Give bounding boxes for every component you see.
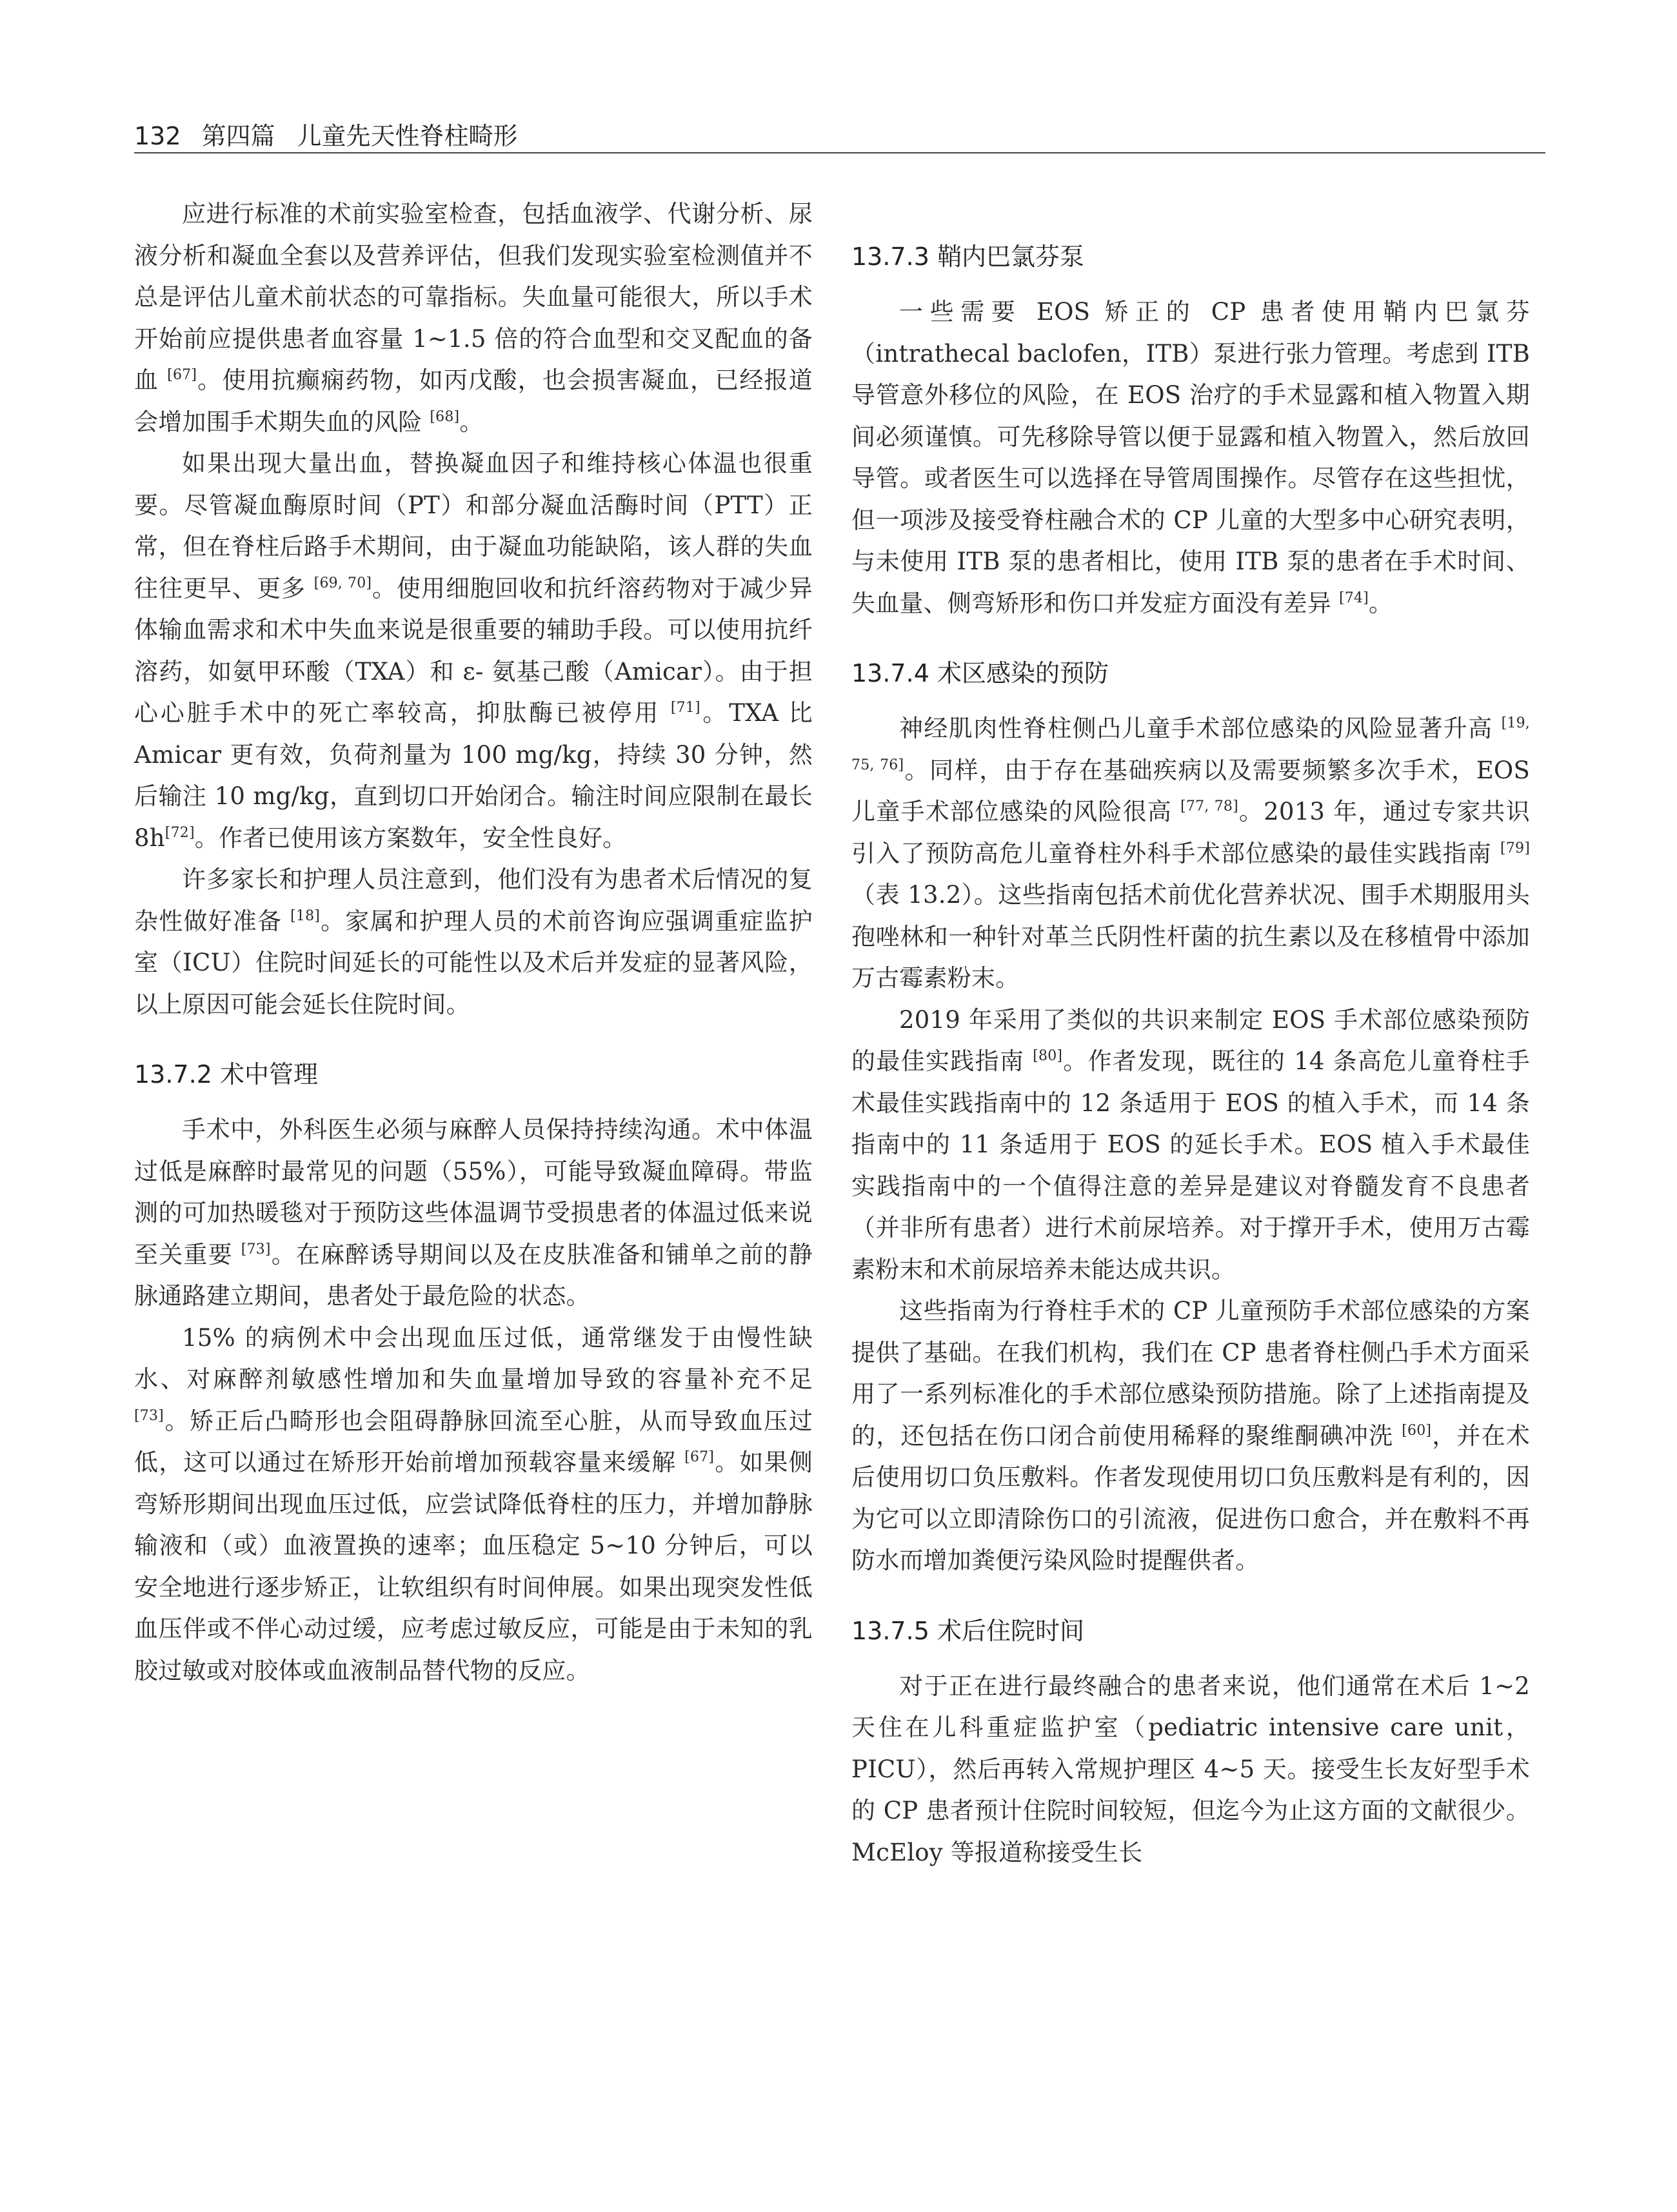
citation: [60] [1402,1422,1432,1439]
citation: [73] [134,1407,164,1424]
page-number: 132 [134,122,181,150]
citation: [72] [164,824,195,841]
paragraph: 神经肌肉性脊柱侧凸儿童手术部位感染的风险显著升高 [19, 75, 76]。同样，由于存在基础疾病以及需要频繁多次手术，EOS 儿童手术部位感染的风险很高 [77, 78]。2013 年，通过专家共识引入了预防高危儿童脊柱外科手术部位感染的最佳实践指南 [79]（表 13.2）。这些指南包括术前优化营养状况、围手术期服用头孢唑林和一种针对革兰氏阴性杆菌的抗生素以及在移植骨中添加万古霉素粉末。 [851,715,1531,992]
citation: [67] [684,1449,715,1465]
right-column [851,193,1530,1873]
citation: [68] [430,408,460,425]
running-header [134,116,1547,155]
citation: [18] [290,907,321,924]
section-heading: 13.7.5 术后住院时间 [851,1616,1084,1645]
part-label: 第四篇 [201,122,275,150]
paragraph: 2019 年采用了类似的共识来制定 EOS 手术部位感染预防的最佳实践指南 [80]。作者发现，既往的 14 条高危儿童脊柱手术最佳实践指南中的 12 条适用于 EOS 的植入手术，而 14 条指南中的 11 条适用于 EOS 的延长手术。EOS 植入手术最佳实践指南中的一个值得注意的差异是建议对脊髓发育不良患者（并非所有患者）进行术前尿培养。对于撑开手术，使用万古霉素粉末和术前尿培养未能达成共识。 [851,1005,1530,1283]
header-rule [134,152,1545,153]
citation: [73] [241,1241,271,1258]
citation: [77, 78] [1180,798,1238,815]
citation: [19, 75, 76] [851,715,1530,773]
citation: [71] [670,700,700,716]
part-title: 儿童先天性脊柱畸形 [297,122,518,150]
paragraph: 许多家长和护理人员注意到，他们没有为患者术后情况的复杂性做好准备 [18]。家属和护理人员的术前咨询应强调重症监护室（ICU）住院时间延长的可能性以及术后并发症的显著风险，以上原因可能会延长住院时间。 [134,865,813,1018]
citation: [80] [1033,1048,1063,1064]
paragraph: 如果出现大量出血，替换凝血因子和维持核心体温也很重要。尽管凝血酶原时间（PT）和部分凝血活酶时间（PTT）正常，但在脊柱后路手术期间，由于凝血功能缺陷，该人群的失血往往更早、更多 [69, 70]。使用细胞回收和抗纤溶药物对于减少异体输血需求和术中失血来说是很重要的辅助手段。可以使用抗纤溶药，如氨甲环酸（TXA）和 ε- 氨基己酸（Amicar）。由于担心心脏手术中的死亡率较高，抑肽酶已被停用 [71]。TXA 比 Amicar 更有效，负荷剂量为 100 mg/kg，持续 30 分钟，然后输注 10 mg/kg，直到切口开始闭合。输注时间应限制在最长 8h[72]。作者已使用该方案数年，安全性良好。 [134,449,813,852]
paragraph: 对于正在进行最终融合的患者来说，他们通常在术后 1~2 天住在儿科重症监护室（pediatric intensive care unit，PICU），然后再转入常规护理区 4~5 天。接受生长友好型手术的 CP 患者预计住院时间较短，但迄今为止这方面的文献很少。McEloy 等报道称接受生长 [851,1672,1530,1866]
citation: [74] [1338,589,1369,606]
section-heading: 13.7.4 术区感染的预防 [851,659,1109,687]
left-column [134,193,813,1692]
paragraph: 这些指南为行脊柱手术的 CP 儿童预防手术部位感染的方案提供了基础。在我们机构，我们在 CP 患者脊柱侧凸手术方面采用了一系列标准化的手术部位感染预防措施。除了上述指南提及的，还包括在伤口闭合前使用稀释的聚维酮碘冲洗 [60]，并在术后使用切口负压敷料。作者发现使用切口负压敷料是有利的，因为它可以立即清除伤口的引流液，促进伤口愈合，并在敷料不再防水而增加粪便污染风险时提醒供者。 [851,1297,1530,1574]
section-heading: 13.7.2 术中管理 [134,1060,318,1089]
paragraph: 手术中，外科医生必须与麻醉人员保持持续沟通。术中体温过低是麻醉时最常见的问题（55%），可能导致凝血障碍。带监测的可加热暖毯对于预防这些体温调节受损患者的体温过低来说至关重要 [73]。在麻醉诱导期间以及在皮肤准备和铺单之前的静脉通路建立期间，患者处于最危险的状态。 [134,1116,813,1310]
paragraph: 一些需要 EOS 矫正的 CP 患者使用鞘内巴氯芬（intrathecal baclofen，ITB）泵进行张力管理。考虑到 ITB 导管意外移位的风险，在 EOS 治疗的手术显露和植入物置入期间必须谨慎。可先移除导管以便于显露和植入物置入，然后放回导管。或者医生可以选择在导管周围操作。尽管存在这些担忧，但一项涉及接受脊柱融合术的 CP 儿童的大型多中心研究表明，与未使用 ITB 泵的患者相比，使用 ITB 泵的患者在手术时间、失血量、侧弯矫形和伤口并发症方面没有差异 [74]。 [851,298,1530,617]
citation: [79] [1500,840,1530,856]
citation: [69, 70] [313,575,372,591]
citation: [67] [167,367,197,383]
paragraph: 应进行标准的术前实验室检查，包括血液学、代谢分析、尿液分析和凝血全套以及营养评估，但我们发现实验室检测值并不总是评估儿童术前状态的可靠指标。失血量可能很大，所以手术开始前应提供患者血容量 1~1.5 倍的符合血型和交叉配血的备血 [67]。使用抗癫痫药物，如丙戊酸，也会损害凝血，已经报道会增加围手术期失血的风险 [68]。 [134,200,813,436]
section-heading: 13.7.3 鞘内巴氯芬泵 [851,242,1084,271]
paragraph: 15% 的病例术中会出现血压过低，通常继发于由慢性缺水、对麻醉剂敏感性增加和失血量增加导致的容量补充不足 [73]。矫正后凸畸形也会阻碍静脉回流至心脏，从而导致血压过低，这可以通过在矫形开始前增加预载容量来缓解 [67]。如果侧弯矫形期间出现血压过低，应尝试降低脊柱的压力，并增加静脉输液和（或）血液置换的速率；血压稳定 5~10 分钟后，可以安全地进行逐步矫正，让软组织有时间伸展。如果出现突发性低血压伴或不伴心动过缓，应考虑过敏反应，可能是由于未知的乳胶过敏或对胶体或血液制品替代物的反应。 [134,1323,813,1684]
